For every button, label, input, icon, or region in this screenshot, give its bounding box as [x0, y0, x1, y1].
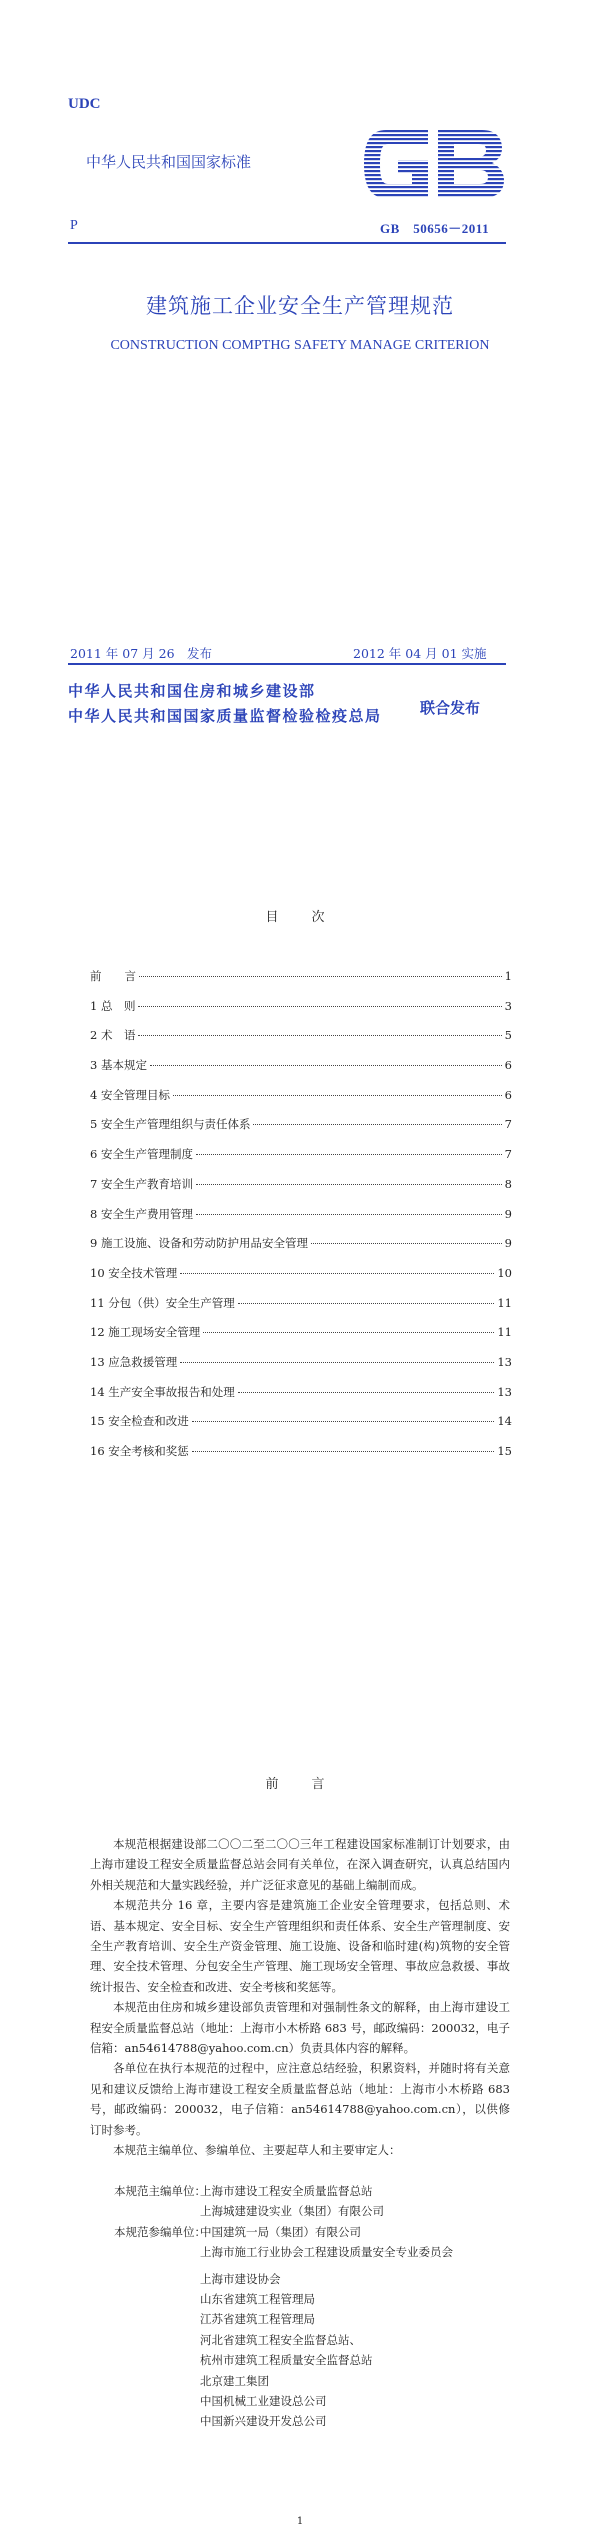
issue-date: 2011 年 07 月 26 发布 [70, 646, 213, 661]
toc-entry-label: 9 施工设施、设备和劳动防护用品安全管理 [90, 1236, 308, 1251]
toc-entry-label: 2 术 语 [90, 1028, 136, 1043]
toc-leader-dots [138, 1006, 501, 1007]
participating-unit: 江苏省建筑工程管理局 [200, 2312, 315, 2327]
toc-leader-dots [196, 1214, 502, 1215]
title-chinese: 建筑施工企业安全生产管理规范 [146, 294, 454, 318]
preface-title: 前 言 [265, 1777, 335, 1792]
participating-units-row [100, 2222, 520, 2242]
toc-entry-label: 前 言 [90, 969, 136, 983]
toc-entry-label: 13 应急救援管理 [90, 1354, 178, 1369]
toc-leader-dots [196, 1184, 502, 1185]
toc-entry-label: 11 分包（供）安全生产管理 [90, 1295, 235, 1310]
participating-units-row [100, 2330, 520, 2350]
toc-entry-page: 13 [497, 1384, 512, 1399]
toc-entry-page: 9 [504, 1236, 512, 1251]
participating-units-row [100, 2269, 520, 2289]
chief-units-row [100, 2181, 520, 2201]
toc-entry[interactable] [90, 1354, 512, 1384]
toc-entry-label: 14 生产安全事故报告和处理 [90, 1384, 235, 1399]
toc-entry[interactable] [90, 1265, 512, 1295]
authority-aqsiq: 中华人民共和国国家质量监督检验检疫总局 [68, 707, 382, 725]
toc-entry-label: 10 安全技术管理 [90, 1265, 178, 1280]
toc-leader-dots [192, 1451, 495, 1452]
toc-entry-label: 15 安全检查和改进 [90, 1414, 189, 1429]
participating-unit: 上海市建设协会 [200, 2271, 281, 2286]
toc-entry[interactable] [90, 1146, 512, 1176]
category-letter: P [70, 218, 78, 233]
toc-entry-page: 14 [497, 1414, 512, 1429]
toc-entry-page: 1 [504, 969, 512, 983]
toc-entry[interactable] [90, 1176, 512, 1206]
toc-entry-page: 8 [504, 1176, 512, 1191]
participating-units-row [100, 2242, 520, 2262]
toc-entry[interactable] [90, 1443, 512, 1473]
participating-unit: 河北省建筑工程安全监督总站、 [200, 2332, 361, 2347]
participating-unit: 上海市施工行业协会工程建设质量安全专业委员会 [200, 2245, 453, 2260]
participating-unit: 北京建工集团 [200, 2373, 269, 2388]
toc-entry-label: 8 安全生产费用管理 [90, 1206, 193, 1221]
toc-entry-page: 7 [504, 1117, 512, 1132]
toc-entry[interactable] [90, 1116, 512, 1146]
cover-date-rule [68, 663, 506, 665]
title-english: CONSTRUCTION COMPTHG SAFETY MANAGE CRITERION [110, 338, 490, 353]
preface-paragraph: 本规范由住房和城乡建设部负责管理和对强制性条文的解释，由上海市建设工程安全质量监督总站（地址：上海市小木桥路 683 号，邮政编码：200032，电子信箱：an54614788@yahoo.com.cn）负责具体内容的解释。 [90, 2000, 510, 2056]
toc-entry-label: 7 安全生产教育培训 [90, 1176, 193, 1191]
participating-unit: 山东省建筑工程管理局 [200, 2291, 315, 2306]
toc-leader-dots [173, 1095, 502, 1096]
toc-entry-label: 4 安全管理目标 [90, 1087, 170, 1102]
chief-units-row [100, 2201, 520, 2221]
preface-paragraph: 本规范主编单位、参编单位、主要起草人和主要审定人： [113, 2143, 401, 2158]
toc-entry-page: 11 [497, 1325, 512, 1340]
standard-type: 中华人民共和国国家标准 [86, 153, 252, 171]
toc-leader-dots [238, 1303, 495, 1304]
toc-entry-page: 15 [497, 1444, 512, 1458]
participating-units-row [100, 2411, 520, 2431]
toc-entry-page: 9 [504, 1206, 512, 1221]
toc-leader-dots [238, 1392, 495, 1393]
participating-unit: 杭州市建筑工程质量安全监督总站 [200, 2353, 373, 2368]
preface-body [90, 1834, 510, 2161]
toc-entry-page: 6 [504, 1087, 512, 1102]
toc-entry-page: 6 [504, 1058, 512, 1073]
toc-entry-label: 5 安全生产管理组织与责任体系 [90, 1117, 251, 1132]
toc-leader-dots [311, 1243, 502, 1244]
participating-unit: 中国新兴建设开发总公司 [200, 2414, 327, 2429]
chief-unit: 上海市建设工程安全质量监督总站 [200, 2184, 373, 2198]
toc-entry-label: 1 总 则 [90, 998, 136, 1013]
toc-entry-page: 7 [504, 1147, 512, 1162]
toc-leader-dots [180, 1273, 494, 1274]
toc-entry-label: 16 安全考核和奖惩 [90, 1444, 189, 1458]
standard-code: GB 50656－2011 [380, 221, 490, 236]
toc-entry-label: 12 施工现场安全管理 [90, 1325, 201, 1340]
gb-logo-icon [358, 122, 508, 206]
toc-entry[interactable] [90, 1206, 512, 1236]
toc-entry-page: 3 [504, 998, 512, 1013]
toc-entry[interactable] [90, 1235, 512, 1265]
toc-leader-dots [138, 1035, 501, 1036]
toc-entry[interactable] [90, 968, 512, 998]
chief-unit: 上海城建建设实业（集团）有限公司 [200, 2204, 384, 2219]
toc-entry-page: 10 [497, 1265, 512, 1280]
participating-units-label: 本规范参编单位： [114, 2224, 206, 2239]
toc-entry-page: 13 [497, 1354, 512, 1369]
toc-leader-dots [192, 1421, 495, 1422]
preface-paragraph: 本规范共分 16 章，主要内容是建筑施工企业安全管理要求，包括总则、术语、基本规定、安全目标、安全生产管理组织和责任体系、安全生产管理制度、安全生产教育培训、安全生产资金管理、施工设施、设备和临时建(构)筑物的安全管理、安全技术管理、分包安全生产管理、施工现场安全管理、事故应急救援、事故统计报告、安全检查和改进、安全考核和奖惩等。 [90, 1898, 510, 1994]
toc-entry-page: 5 [504, 1028, 512, 1043]
page-number: 1 [296, 2516, 304, 2527]
toc-entry[interactable] [90, 1057, 512, 1087]
toc-entry-label: 3 基本规定 [90, 1058, 147, 1073]
toc-entry-page: 11 [497, 1295, 512, 1310]
toc-leader-dots [253, 1124, 501, 1125]
toc-entry[interactable] [90, 1413, 512, 1443]
toc-leader-dots [203, 1332, 494, 1333]
participating-units-row [100, 2289, 520, 2309]
participating-units-row [100, 2371, 520, 2391]
toc-entry[interactable] [90, 1295, 512, 1325]
authority-mohurd: 中华人民共和国住房和城乡建设部 [68, 682, 316, 700]
toc-leader-dots [196, 1154, 502, 1155]
participating-units-row [100, 2391, 520, 2411]
participating-units-row [100, 2309, 520, 2329]
chief-units-label: 本规范主编单位： [114, 2184, 206, 2198]
participating-unit: 中国机械工业建设总公司 [200, 2393, 327, 2408]
participating-units-row [100, 2350, 520, 2370]
toc-leader-dots [150, 1065, 502, 1066]
udc-label: UDC [68, 96, 101, 112]
toc-entry[interactable] [90, 1384, 512, 1414]
toc-leader-dots [139, 976, 502, 977]
toc-entry[interactable] [90, 1087, 512, 1117]
toc-entry-label: 6 安全生产管理制度 [90, 1147, 193, 1162]
toc-list [90, 968, 512, 1473]
units-list [100, 2181, 520, 2432]
participating-unit: 中国建筑一局（集团）有限公司 [200, 2224, 361, 2239]
toc-entry[interactable] [90, 1324, 512, 1354]
gb-logo [358, 122, 508, 206]
joint-issue-label: 联合发布 [420, 699, 481, 717]
preface-paragraph: 各单位在执行本规范的过程中，应注意总结经验，积累资料，并随时将有关意见和建议反馈给上海市建设工程安全质量监督总站（地址：上海市小木桥路 683 号，邮政编码：200032，电子信箱：an54614788@yahoo.com.cn），以供修订时参考。 [90, 2061, 510, 2137]
preface-paragraph: 本规范根据建设部二〇〇二至二〇〇三年工程建设国家标准制订计划要求，由上海市建设工程安全质量监督总站会同有关单位，在深入调查研究，认真总结国内外相关规范和大量实践经验，并广泛征求意见的基础上编制而成。 [90, 1837, 510, 1892]
toc-entry[interactable] [90, 998, 512, 1028]
cover-top-rule [68, 242, 506, 244]
effective-date: 2012 年 04 月 01 实施 [353, 646, 487, 661]
toc-title: 目 次 [265, 910, 335, 925]
toc-entry[interactable] [90, 1027, 512, 1057]
toc-leader-dots [180, 1362, 494, 1363]
